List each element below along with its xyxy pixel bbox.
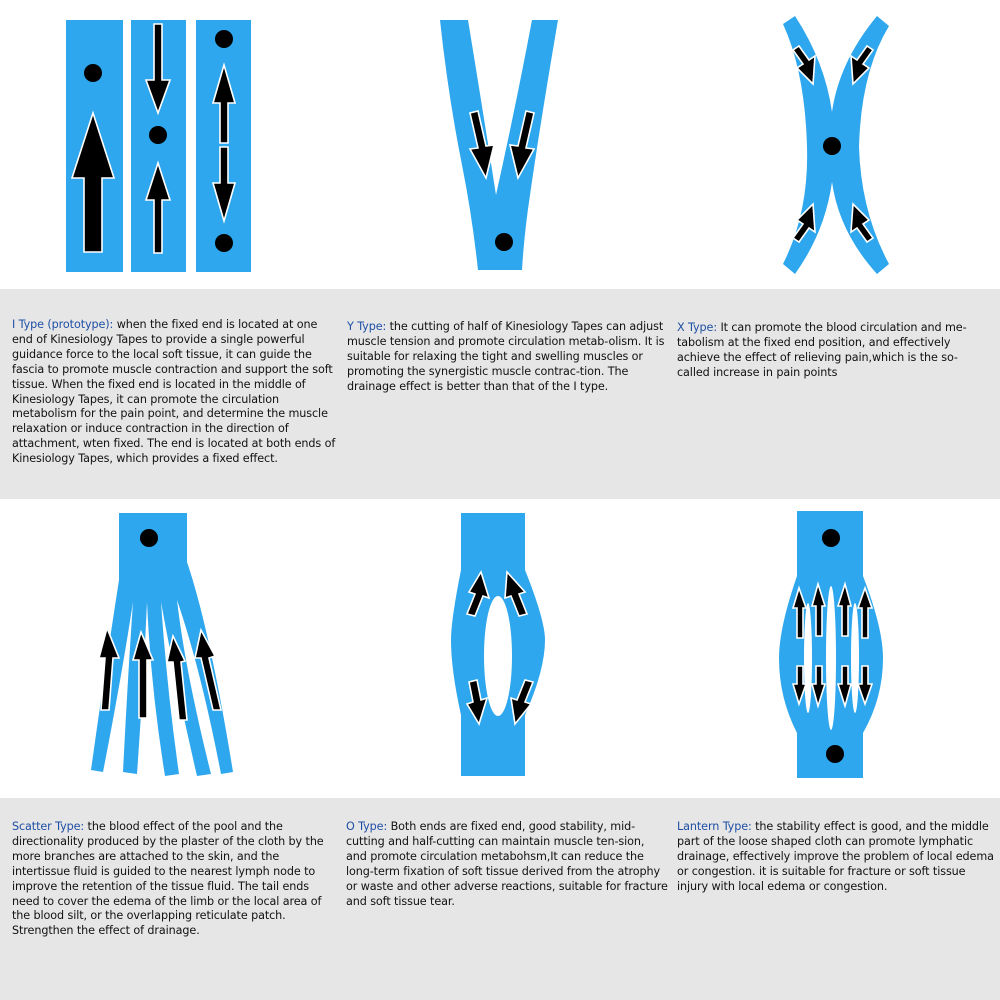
i-fixed-middle-dot	[149, 126, 167, 144]
i-fixed-bottom-dot	[215, 234, 233, 252]
scatter-type-description	[12, 820, 332, 939]
i-type-description	[12, 318, 338, 467]
lantern-type-description	[677, 820, 995, 895]
x-fixed-center-dot	[823, 137, 841, 155]
i-fixed-top-dot	[215, 30, 233, 48]
y-fixed-end-dot	[495, 233, 513, 251]
scatter-fixed-end-dot	[140, 529, 158, 547]
lantern-cut-1	[804, 603, 812, 713]
x-type-body: It can promote the blood circulation and me-tabolism at the fixed end position, and effectively achieve the effect of relieving pain,which is the so-called increase in pain points	[677, 321, 967, 379]
y-type-description	[347, 320, 665, 395]
lantern-fixed-bottom-dot	[826, 745, 844, 763]
scatter-type-title: Scatter Type:	[12, 820, 85, 833]
o-type-title: O Type:	[346, 820, 388, 833]
x-type-description	[677, 321, 989, 381]
o-type-description	[346, 820, 668, 909]
lantern-type-diagram	[775, 508, 895, 780]
i-type-body: when the fixed end is located at one end of Kinesiology Tapes to provide a single powerful guidance force to the local soft tissue, it can guide the fascia to promote muscle contraction and support the soft tissue. When the fixed end is located in the middle of Kinesiology Tapes, it can promote the circulation metabolism for the pain point, and determine the muscle relaxation or induce contraction in the direction of attachment, wten fixed. The end is located at both ends of Kinesiology Tapes, which provides a fixed effect.	[12, 318, 336, 466]
lantern-type-body: the stability effect is good, and the middle part of the loose shaped cloth can promote lymphatic drainage, effectively improve the problem of local edema or congestion. it is suitable for fracture or soft tissue injury with local edema or congestion.	[677, 820, 994, 893]
scatter-type-body: the blood effect of the pool and the directionality produced by the plaster of the cloth by the more branches are attached to the skin, and the intertissue fluid is guided to the nearest lymph node to improve the retention of the tissue fluid. The tail ends need to cover the edema of the limb or the local area of the blood silt, or the overlapping reticulate patch. Strengthen the effect of drainage.	[12, 820, 324, 938]
y-type-body: the cutting of half of Kinesiology Tapes can adjust muscle tension and promote circulation metab-olism. It is suitable for relaxing the tight and swelling muscles or promoting the synergistic muscle contrac-tion. The drainage effect is better than that of the I type.	[347, 320, 665, 393]
i-fixed-end-dot	[84, 64, 102, 82]
lantern-type-title: Lantern Type:	[677, 820, 752, 833]
o-type-body: Both ends are fixed end, good stability, mid-cutting and half-cutting can maintain muscle ten-sion, and promote circulation metabohsm,It can reduce the long-term fixation of soft tissue derived from the atrophy or waste and other adverse reactions, suitable for fracture and soft tissue tear.	[346, 820, 668, 908]
y-type-diagram	[430, 15, 570, 277]
lantern-fixed-top-dot	[822, 529, 840, 547]
y-type-title: Y Type:	[347, 320, 387, 333]
i-type-title: I Type (prototype):	[12, 318, 114, 331]
y-tape-shape	[440, 20, 558, 270]
lantern-cut-3	[851, 603, 859, 713]
o-type-diagram	[445, 510, 555, 780]
o-center-cut	[484, 596, 512, 716]
scatter-type-diagram	[85, 510, 245, 780]
lantern-cut-2	[826, 586, 836, 730]
x-type-diagram	[775, 12, 895, 280]
i-type-diagram	[60, 15, 260, 277]
x-type-title: X Type:	[677, 321, 717, 334]
